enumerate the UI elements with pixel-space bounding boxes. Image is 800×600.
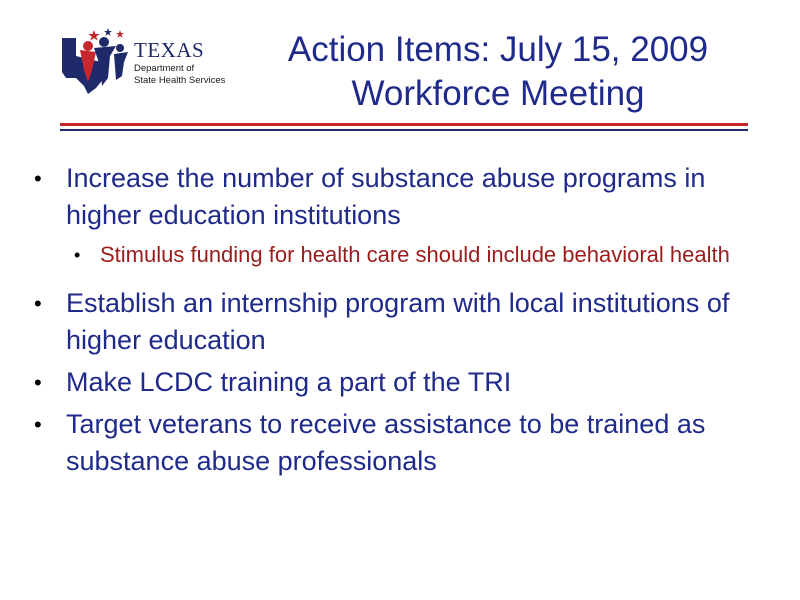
bullet-icon: • [34, 291, 42, 316]
slide-title-line2: Workforce Meeting [351, 74, 645, 113]
bullet-text: Make LCDC training a part of the TRI [66, 367, 512, 397]
bullet-text: Target veterans to receive assistance to be trained as substance abuse professionals [66, 409, 706, 476]
bullet-item [34, 364, 754, 401]
bullet-text: Increase the number of substance abuse programs in higher education institutions [66, 163, 706, 230]
bullet-list [34, 160, 754, 485]
bullet-icon: • [34, 166, 42, 191]
logo-subtitle-line1: Department of [134, 63, 195, 74]
slide-title-line1: Action Items: July 15, 2009 [287, 30, 709, 69]
logo-subtitle-line2: State Health Services [134, 75, 226, 86]
bullet-item [34, 160, 754, 234]
bullet-item [34, 406, 754, 480]
sub-bullet-text: Stimulus funding for health care should include behavioral health [100, 242, 730, 267]
title-rule-red [60, 123, 748, 126]
sub-bullet-item [66, 239, 754, 271]
texas-people-icon [58, 26, 132, 96]
logo-texas-text: TEXAS [134, 38, 205, 62]
sub-bullet-icon: • [74, 245, 81, 265]
bullet-text: Establish an internship program with local institutions of higher education [66, 288, 730, 355]
bullet-icon: • [34, 370, 42, 395]
bullet-icon: • [34, 412, 42, 437]
bullet-item [34, 285, 754, 359]
slide-title [248, 28, 748, 116]
dshs-logo [58, 26, 236, 96]
title-rule-blue [60, 129, 748, 131]
